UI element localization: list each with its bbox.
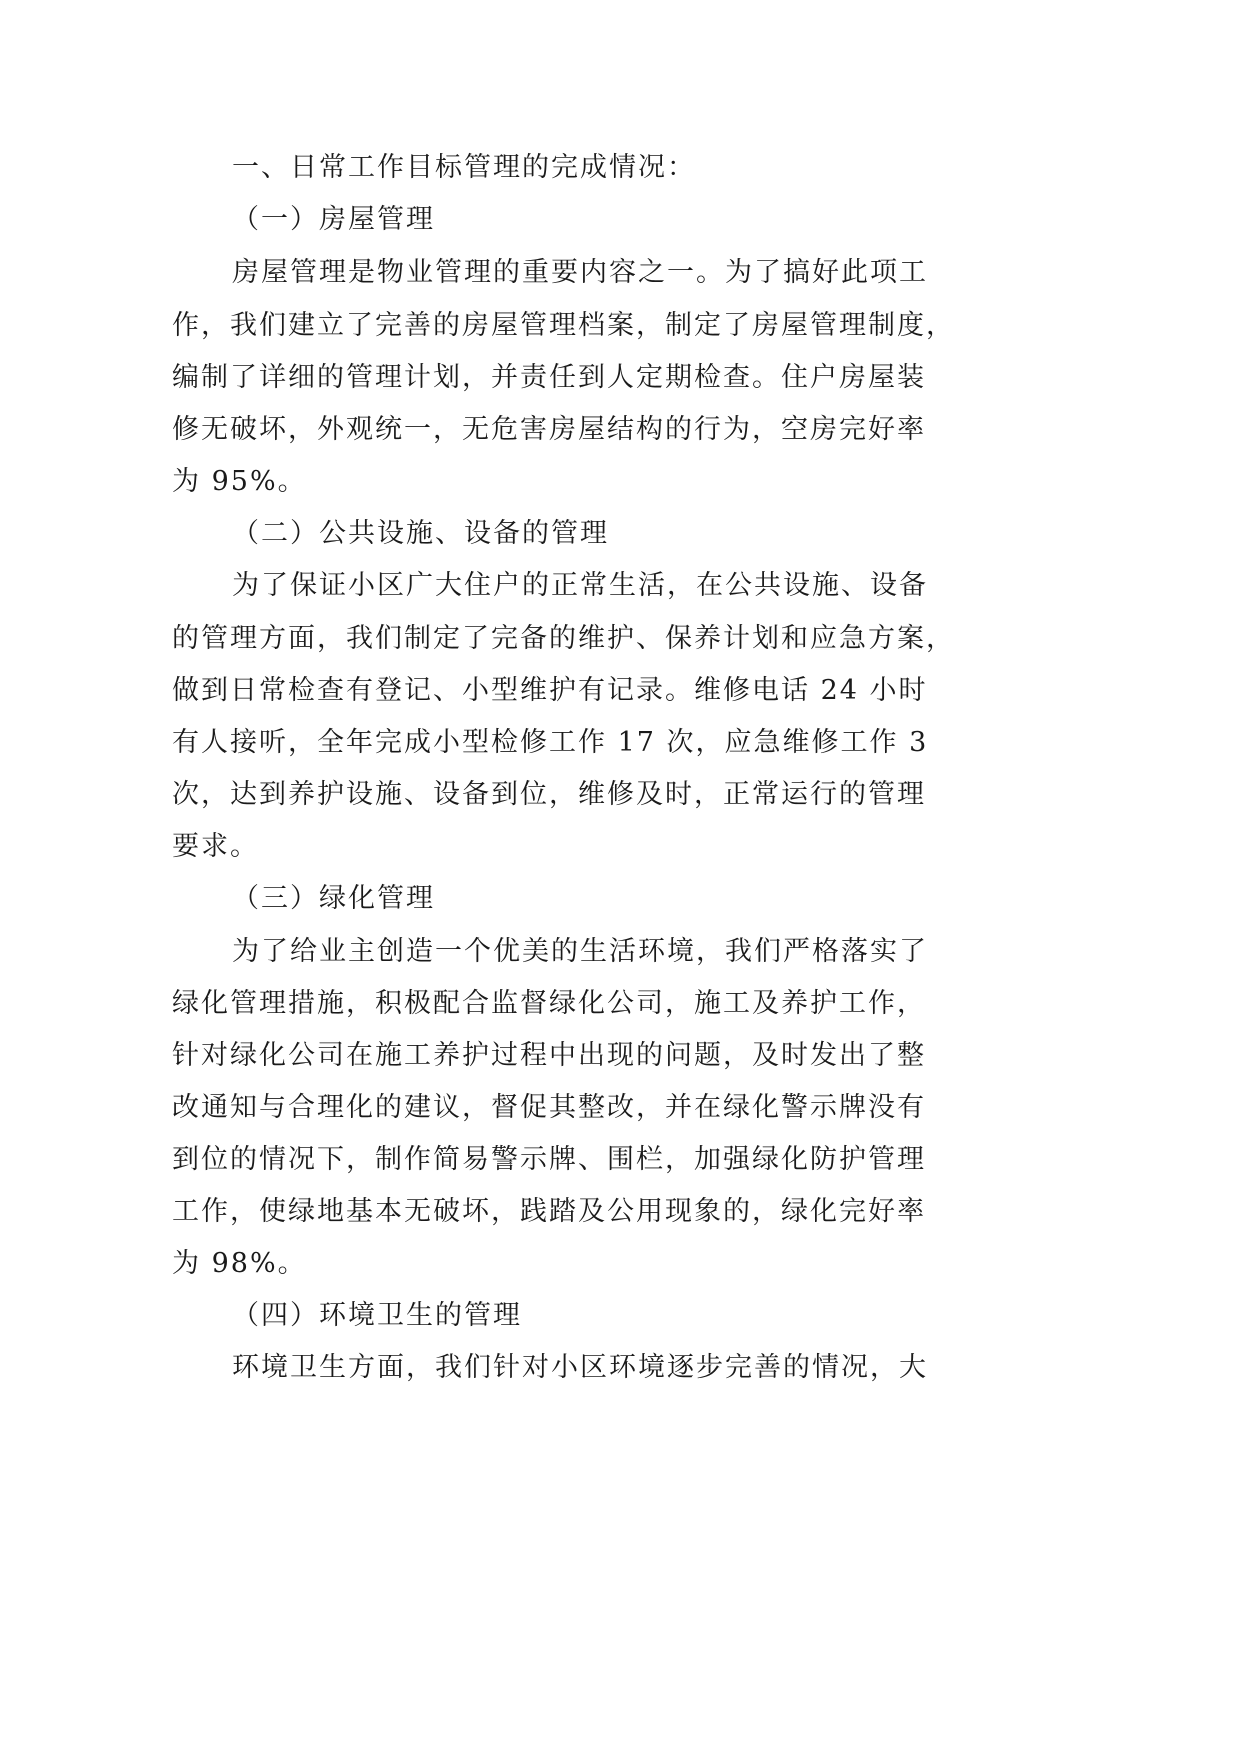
paragraph-line: 有人接听，全年完成小型检修工作 17 次，应急维修工作 3 [172,727,929,758]
paragraph-line: 修无破坏，外观统一，无危害房屋结构的行为，空房完好率 [172,414,926,445]
section-title: （二）公共设施、设备的管理 [232,518,609,549]
paragraph-line: 为 98%。 [172,1248,307,1279]
paragraph-line: 到位的情况下，制作简易警示牌、围栏，加强绿化防护管理 [172,1144,926,1175]
paragraph-line: 绿化管理措施，积极配合监督绿化公司，施工及养护工作， [172,988,926,1019]
paragraph-line: 作，我们建立了完善的房屋管理档案，制定了房屋管理制度， [172,310,955,341]
section-title: （三）绿化管理 [232,883,435,914]
paragraph-line: 为了给业主创造一个优美的生活环境，我们严格落实了 [232,936,928,967]
section-title: （四）环境卫生的管理 [232,1300,522,1331]
paragraph-line: 要求。 [172,831,259,862]
paragraph-line: 环境卫生方面，我们针对小区环境逐步完善的情况，大 [232,1352,928,1383]
paragraph-line: 为 95%。 [172,466,307,497]
paragraph-line: 工作，使绿地基本无破坏，践踏及公用现象的，绿化完好率 [172,1196,926,1227]
paragraph-line: 做到日常检查有登记、小型维护有记录。维修电话 24 小时 [172,675,928,706]
paragraph-line: 针对绿化公司在施工养护过程中出现的问题，及时发出了整 [172,1040,926,1071]
paragraph-line: 房屋管理是物业管理的重要内容之一。为了搞好此项工 [232,257,928,288]
section-title: （一）房屋管理 [232,204,435,235]
paragraph-line: 改通知与合理化的建议，督促其整改，并在绿化警示牌没有 [172,1092,926,1123]
document-heading: 一、日常工作目标管理的完成情况： [232,152,696,183]
paragraph-line: 为了保证小区广大住户的正常生活，在公共设施、设备 [232,570,928,601]
paragraph-line: 次，达到养护设施、设备到位，维修及时，正常运行的管理 [172,779,926,810]
paragraph-line: 编制了详细的管理计划，并责任到人定期检查。住户房屋装 [172,362,926,393]
paragraph-line: 的管理方面，我们制定了完备的维护、保养计划和应急方案， [172,623,955,654]
